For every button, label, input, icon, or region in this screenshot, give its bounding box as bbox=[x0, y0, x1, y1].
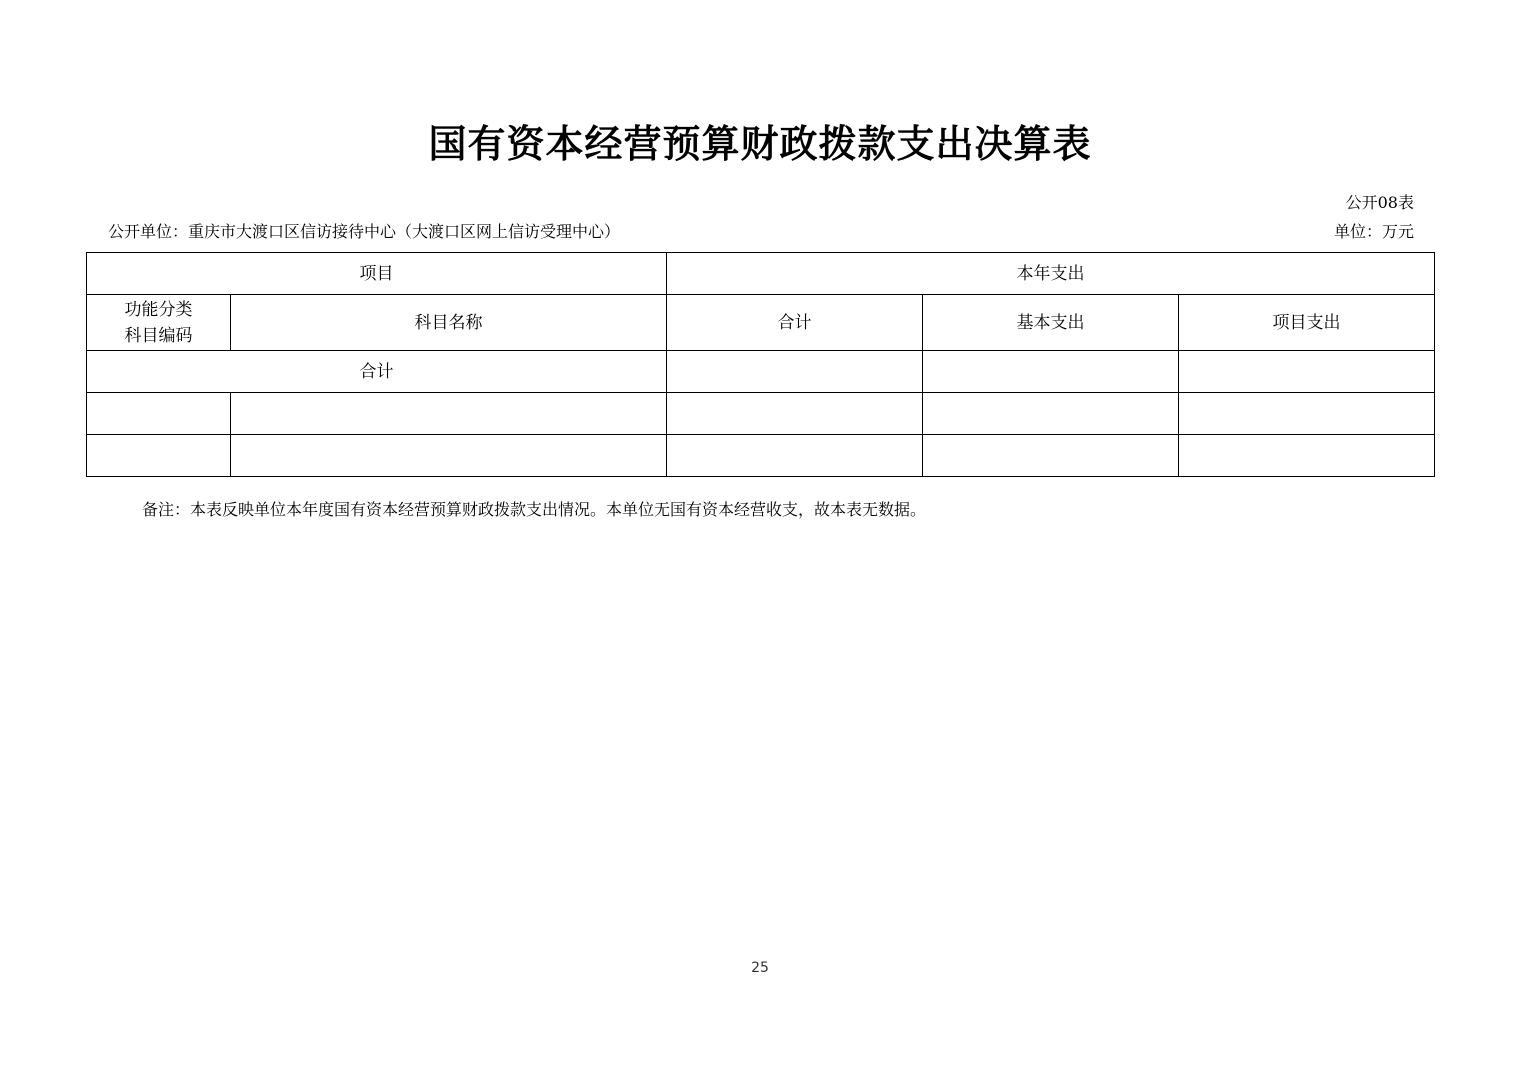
row-total bbox=[667, 435, 923, 477]
header-basic: 基本支出 bbox=[923, 295, 1179, 351]
page-number: 25 bbox=[751, 960, 769, 976]
row-project bbox=[1179, 435, 1435, 477]
header-code bbox=[87, 295, 231, 351]
header-code-line2: 科目编码 bbox=[124, 325, 193, 346]
row-code bbox=[87, 393, 231, 435]
row-name bbox=[231, 435, 667, 477]
table-row bbox=[87, 435, 1435, 477]
total-row-basic bbox=[923, 351, 1179, 393]
row-project bbox=[1179, 393, 1435, 435]
total-row-label: 合计 bbox=[87, 351, 667, 393]
header-current-year: 本年支出 bbox=[667, 253, 1435, 295]
header-project: 项目 bbox=[87, 253, 667, 295]
row-total bbox=[667, 393, 923, 435]
header-code-line1: 功能分类 bbox=[124, 299, 193, 320]
table-subheader-row bbox=[87, 295, 1435, 351]
row-basic bbox=[923, 435, 1179, 477]
row-name bbox=[231, 393, 667, 435]
table-row bbox=[87, 393, 1435, 435]
row-basic bbox=[923, 393, 1179, 435]
disclosing-unit: 公开单位：重庆市大渡口区信访接待中心（大渡口区网上信访受理中心） bbox=[108, 222, 621, 241]
table-header-row bbox=[87, 253, 1435, 295]
header-total: 合计 bbox=[667, 295, 923, 351]
page-title: 国有资本经营预算财政拨款支出决算表 bbox=[428, 122, 1092, 166]
total-row-total bbox=[667, 351, 923, 393]
header-project-expense: 项目支出 bbox=[1179, 295, 1435, 351]
table-number: 公开08表 bbox=[1345, 193, 1414, 212]
total-row bbox=[87, 351, 1435, 393]
currency-unit: 单位：万元 bbox=[1333, 222, 1414, 241]
budget-table bbox=[86, 252, 1435, 477]
header-subject-name: 科目名称 bbox=[231, 295, 667, 351]
total-row-project bbox=[1179, 351, 1435, 393]
row-code bbox=[87, 435, 231, 477]
table-note: 备注：本表反映单位本年度国有资本经营预算财政拨款支出情况。本单位无国有资本经营收支，故本表无数据。 bbox=[142, 500, 927, 519]
